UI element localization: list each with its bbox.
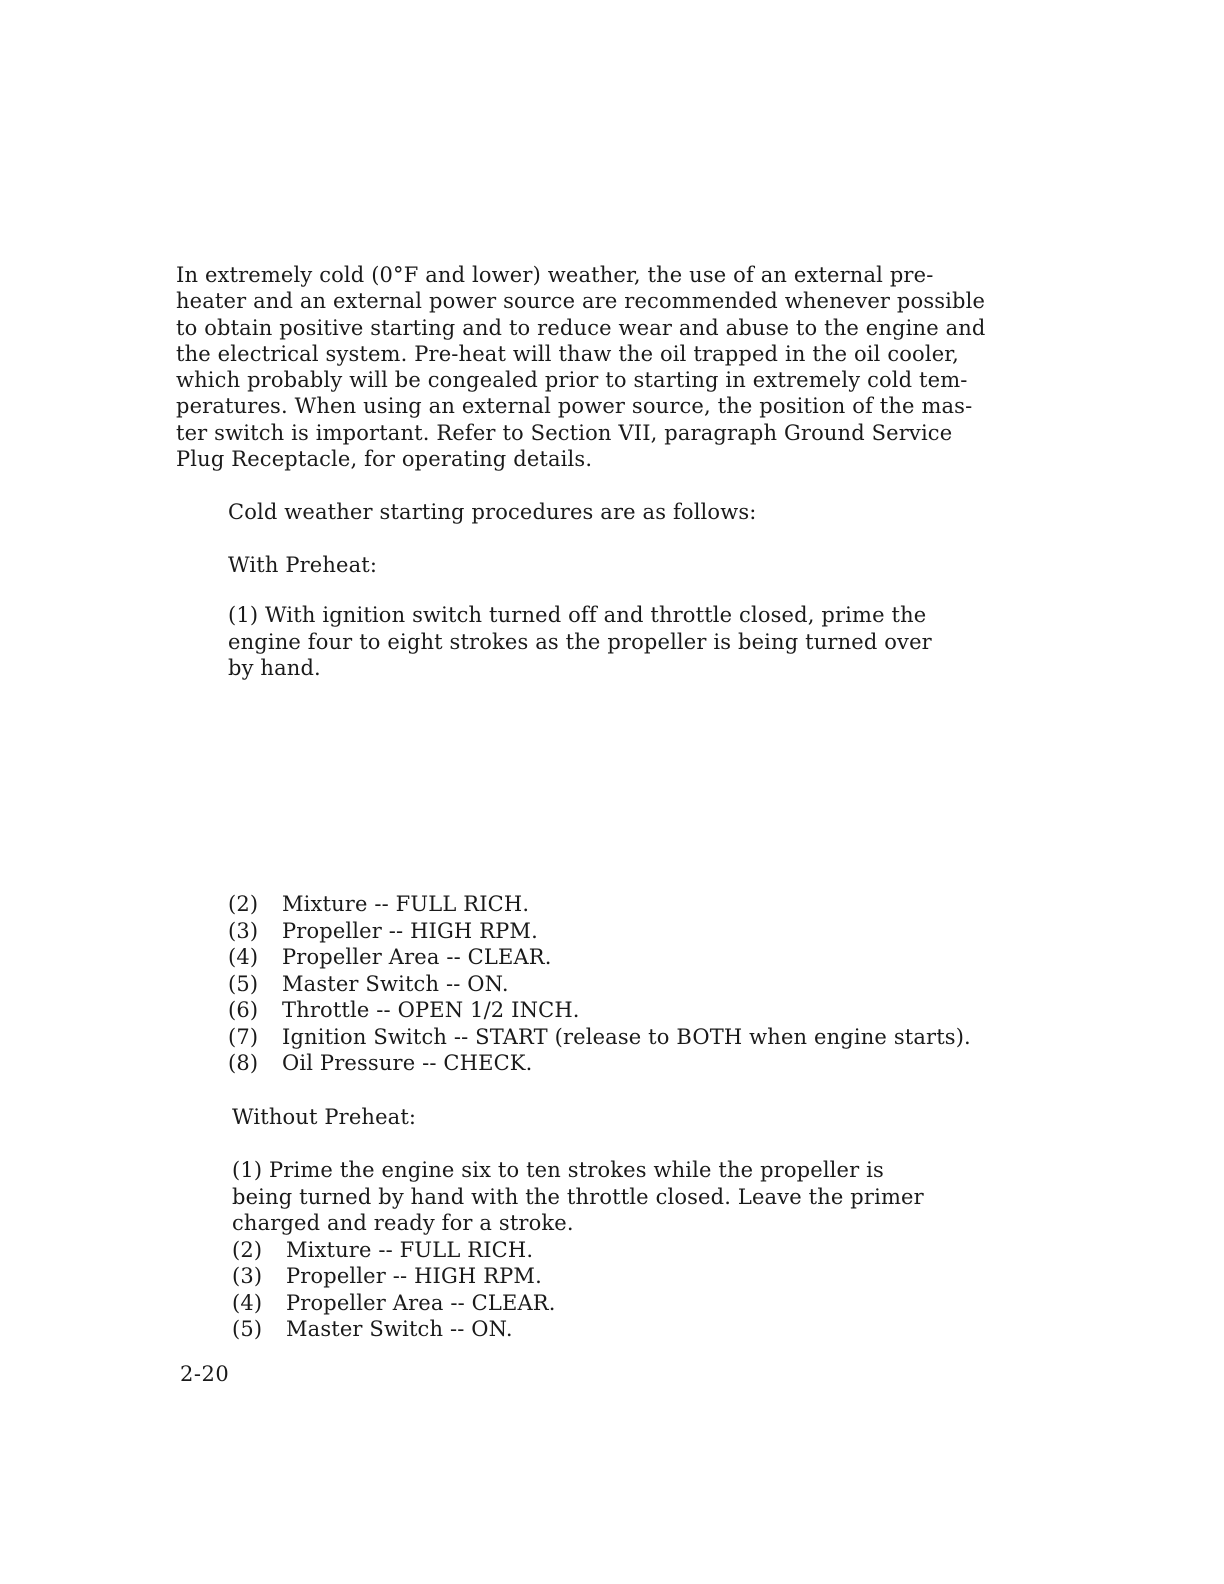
list-item (232, 1263, 924, 1290)
list-item (228, 1050, 971, 1077)
step-line: engine four to eight strokes as the propeller is being turned over (228, 629, 932, 654)
with-preheat-steps (228, 891, 971, 1077)
step-number: (4) (232, 1290, 263, 1315)
step-number: (6) (228, 998, 259, 1022)
step-number: (2) (228, 892, 259, 916)
step-number: (2) (232, 1237, 263, 1262)
procedures-intro: Cold weather starting procedures are as follows: (228, 500, 757, 524)
with-preheat-heading: With Preheat: (228, 553, 378, 577)
step-text: Oil Pressure -- CHECK. (282, 1051, 533, 1075)
paragraph-line: heater and an external power source are recommended whenever possible (176, 289, 986, 314)
list-item (228, 971, 971, 998)
list-item (228, 997, 971, 1024)
step-line: by hand. (228, 656, 321, 680)
step-text: Propeller Area -- CLEAR. (286, 1290, 556, 1315)
paragraph-line: In extremely cold (0°F and lower) weather, the use of an external pre- (176, 263, 934, 287)
paragraph-line: Plug Receptacle, for operating details. (176, 447, 593, 472)
step-line: (1) With ignition switch turned off and throttle closed, prime the (228, 603, 927, 627)
step-text: Propeller -- HIGH RPM. (282, 918, 538, 943)
list-item (228, 891, 971, 918)
without-preheat-heading: Without Preheat: (232, 1105, 417, 1129)
list-item (228, 918, 971, 945)
step-number: (5) (232, 1317, 263, 1341)
with-preheat-step-1 (228, 602, 932, 682)
paragraph-line: the electrical system. Pre-heat will thaw the oil trapped in the oil cooler, (176, 341, 960, 366)
paragraph-line: to obtain positive starting and to reduce wear and abuse to the engine and (176, 315, 986, 340)
step-text: Propeller Area -- CLEAR. (282, 945, 552, 969)
step-line: being turned by hand with the throttle closed. Leave the primer (232, 1184, 924, 1209)
paragraph-line: peratures. When using an external power source, the position of the mas- (176, 394, 973, 419)
step-text: Propeller -- HIGH RPM. (286, 1264, 542, 1288)
list-item (232, 1237, 924, 1264)
step-number: (5) (228, 971, 259, 996)
step-text: Master Switch -- ON. (282, 971, 509, 996)
step-number: (8) (228, 1051, 259, 1075)
step-number: (3) (232, 1264, 263, 1288)
step-text: Mixture -- FULL RICH. (286, 1237, 534, 1262)
list-item (228, 1024, 971, 1051)
paragraph-line: ter switch is important. Refer to Section VII, paragraph Ground Service (176, 420, 953, 445)
step-number: (3) (228, 918, 259, 943)
list-item (228, 944, 971, 971)
step-number: (7) (228, 1024, 259, 1049)
step-text: Throttle -- OPEN 1/2 INCH. (282, 998, 580, 1022)
step-text: Master Switch -- ON. (286, 1317, 513, 1341)
step-number: (4) (228, 945, 259, 969)
step-text: Mixture -- FULL RICH. (282, 892, 530, 916)
step-text: Ignition Switch -- START (release to BOTH when engine starts). (282, 1024, 971, 1049)
list-item (232, 1316, 924, 1343)
paragraph-line: which probably will be congealed prior to starting in extremely cold tem- (176, 368, 968, 393)
without-preheat-steps (232, 1157, 924, 1343)
list-item (232, 1290, 924, 1317)
intro-paragraph (176, 262, 1056, 472)
step-line: (1) Prime the engine six to ten strokes while the propeller is (232, 1158, 884, 1182)
page-number: 2-20 (180, 1362, 230, 1386)
step-line: charged and ready for a stroke. (232, 1211, 574, 1235)
